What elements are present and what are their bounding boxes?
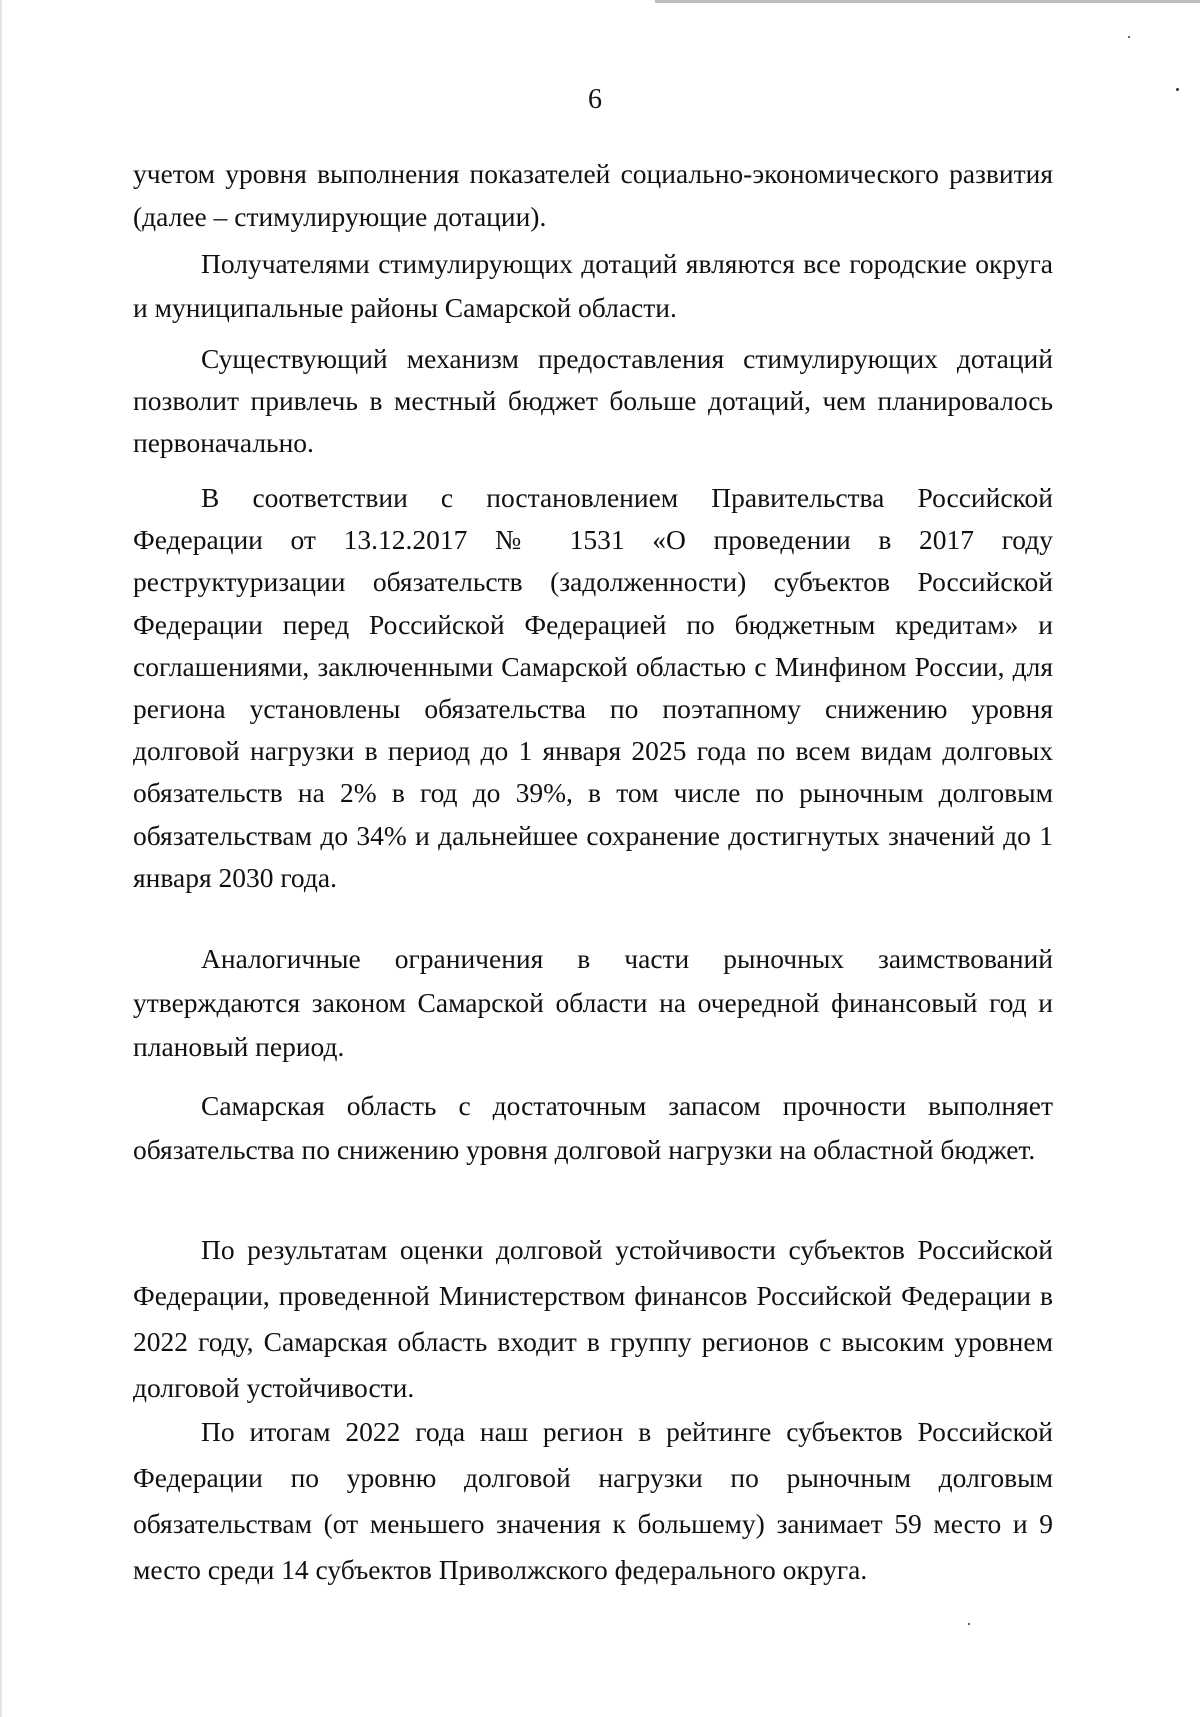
scan-speck: [1176, 88, 1179, 91]
paragraph-4: [133, 477, 1053, 899]
paragraph-7: [133, 1227, 1053, 1411]
paragraph-8: [133, 1409, 1053, 1593]
paragraph-2: [133, 242, 1053, 330]
paragraph-text: Аналогичные ограничения в части рыночных заимствований утверждаются законом Самарской области на очередной финансовый год и плановый период.: [133, 943, 1053, 1062]
paragraph-6: [133, 1084, 1053, 1172]
paragraph-text: Существующий механизм предоставления стимулирующих дотаций позволит привлечь в местный бюджет больше дотаций, чем планировалось первоначально.: [133, 343, 1053, 458]
paragraph-text: По результатам оценки долговой устойчивости субъектов Российской Федерации, проведенной Министерством финансов Российской Федерации в 2022 году, Самарская область входит в группу регионов с высоким уровнем долговой устойчивости.: [133, 1234, 1053, 1403]
paragraph-text: В соответствии с постановлением Правительства Российской Федерации от 13.12.2017 № 1531 «О проведении в 2017 году реструктуризации обязательств (задолженности) субъектов Российской Федерации перед Российской Федерацией по бюджетным кредитам» и соглашениями, заключенными Самарской областью с Минфином России, для региона установлены обязательства по поэтапному снижению уровня долговой нагрузки в период до 1 января 2025 года по всем видам долговых обязательств на 2% в год до 39%, в том числе по рыночным долговым обязательствам до 34% и дальнейшее сохранение достигнутых значений до 1 января 2030 года.: [133, 482, 1053, 893]
scan-border-left: [0, 0, 2, 1717]
scan-speck: [968, 1623, 970, 1625]
paragraph-3: [133, 338, 1053, 464]
paragraph-5: [133, 937, 1053, 1069]
page-number: 6: [588, 84, 602, 115]
paragraph-text: учетом уровня выполнения показателей социально-экономического развития (далее – стимулирующие дотации).: [133, 158, 1053, 232]
paragraph-text: Самарская область с достаточным запасом прочности выполняет обязательства по снижению уровня долговой нагрузки на областной бюджет.: [133, 1090, 1053, 1165]
paragraph-text: По итогам 2022 года наш регион в рейтинге субъектов Российской Федерации по уровню долговой нагрузки по рыночным долговым обязательствам (от меньшего значения к большему) занимает 59 место и 9 место среди 14 субъектов Приволжского федерального округа.: [133, 1416, 1053, 1585]
paragraph-1: [133, 152, 1053, 238]
scan-border-top: [655, 0, 1200, 3]
paragraph-text: Получателями стимулирующих дотаций являются все городские округа и муниципальные районы Самарской области.: [133, 248, 1053, 323]
scan-speck: [1128, 36, 1130, 38]
